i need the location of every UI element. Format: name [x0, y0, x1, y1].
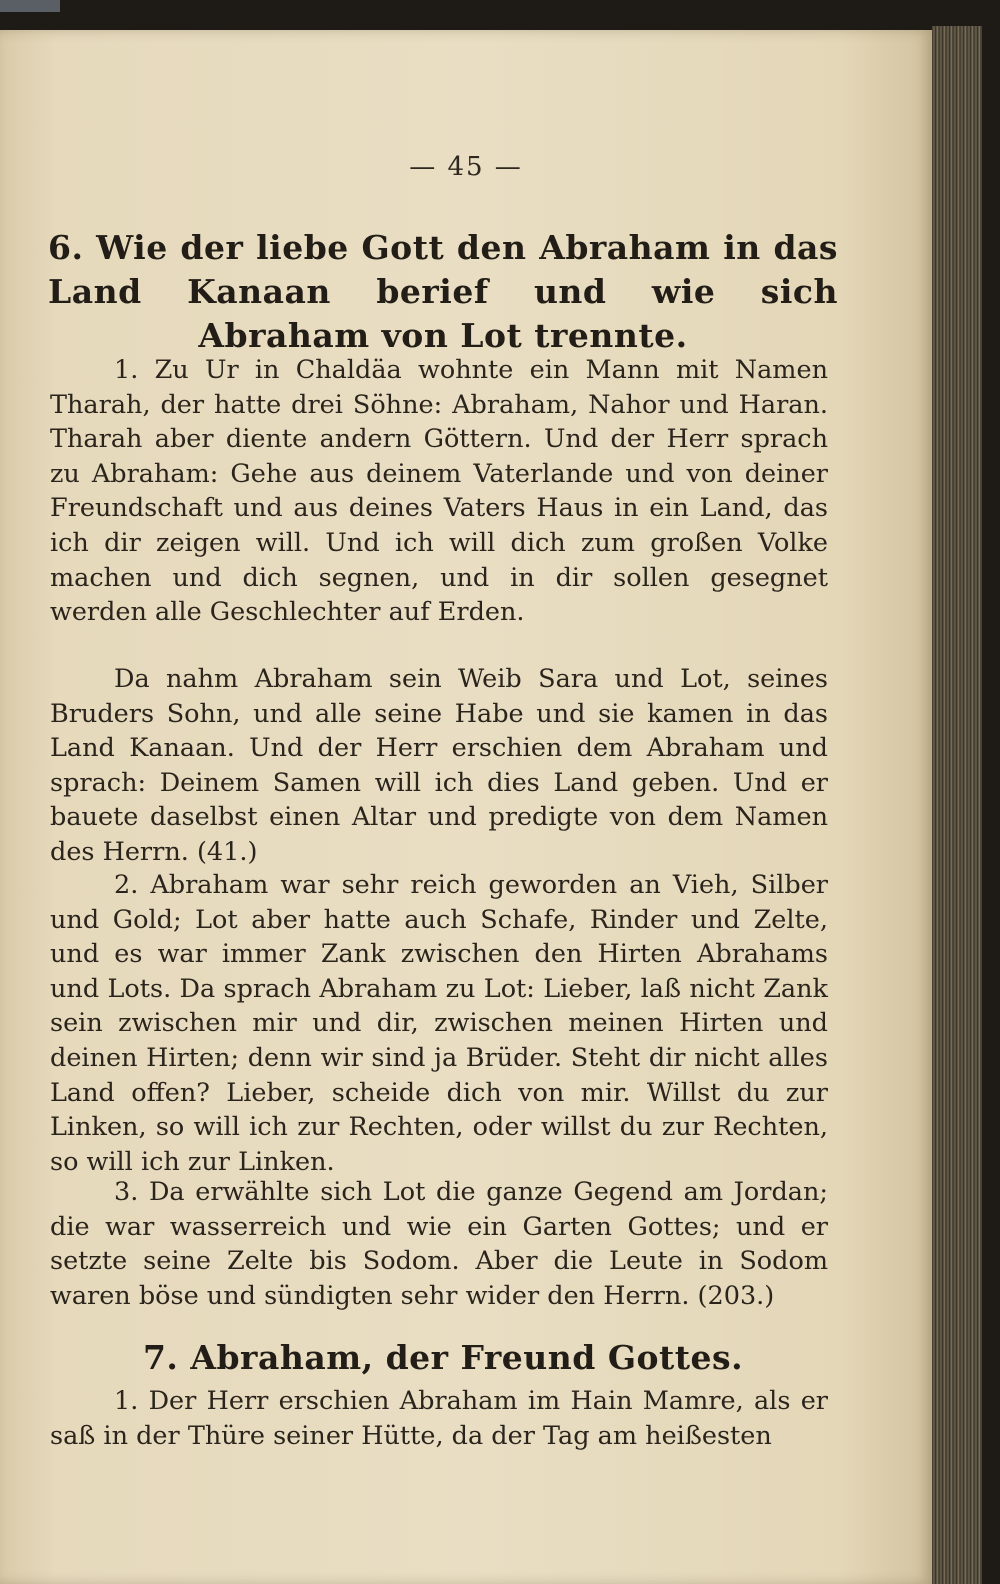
paragraph-7-1 [50, 1384, 828, 1453]
paragraph-6-1 [50, 353, 828, 630]
paragraph-6-1b [50, 662, 828, 870]
paragraph-text: 3. Da erwählte sich Lot die ganze Gegend am Jordan; die war wasserreich und wie ein Garten Gottes; und er setzte seine Zelte bis Sodom. Aber die Leute in Sodom waren böse und sündigten sehr wider den Herrn. (203.) [50, 1177, 828, 1311]
section-7-title: 7. Abraham, der Freund Gottes. [142, 1338, 744, 1377]
paragraph-text: 1. Der Herr erschien Abraham im Hain Mamre, als er saß in der Thüre seiner Hütte, da der Tag am heißesten [50, 1386, 828, 1451]
book-fore-edges [932, 26, 982, 1584]
section-6-title: 6. Wie der liebe Gott den Abraham in das Land Kanaan berief und wie sich Abraham von Lot trennte. [48, 228, 838, 355]
book-page [0, 30, 932, 1584]
paragraph-6-2 [50, 868, 828, 1179]
scan-corner-strip [0, 0, 60, 12]
page-number: — 45 — [409, 152, 523, 182]
paragraph-6-3 [50, 1175, 828, 1313]
paragraph-text: Da nahm Abraham sein Weib Sara und Lot, seines Bruders Sohn, und alle seine Habe und sie kamen in das Land Kanaan. Und der Herr erschien dem Abraham und sprach: Deinem Samen will ich dies Land geben. Und er bauete daselbst einen Altar und predigte von dem Namen des Herrn. (41.) [50, 664, 828, 867]
paragraph-text: 1. Zu Ur in Chaldäa wohnte ein Mann mit Namen Tharah, der hatte drei Söhne: Abraham, Nahor und Haran. Tharah aber diente andern Göttern. Und der Herr sprach zu Abraham: Gehe aus deinem Vaterlande und von deiner Freundschaft und aus deines Vaters Haus in ein Land, das ich dir zeigen will. Und ich will dich zum großen Volke machen und dich segnen, und in dir sollen gesegnet werden alle Geschlechter auf Erden. [50, 355, 828, 628]
paragraph-text: 2. Abraham war sehr reich geworden an Vieh, Silber und Gold; Lot aber hatte auch Schafe, Rinder und Zelte, und es war immer Zank zwischen den Hirten Abrahams und Lots. Da sprach Abraham zu Lot: Lieber, laß nicht Zank sein zwischen mir und dir, zwischen meinen Hirten und deinen Hirten; denn wir sind ja Brüder. Steht dir nicht alles Land offen? Lieber, scheide dich von mir. Willst du zur Linken, so will ich zur Rechten, oder willst du zur Rechten, so will ich zur Linken. [50, 870, 828, 1177]
